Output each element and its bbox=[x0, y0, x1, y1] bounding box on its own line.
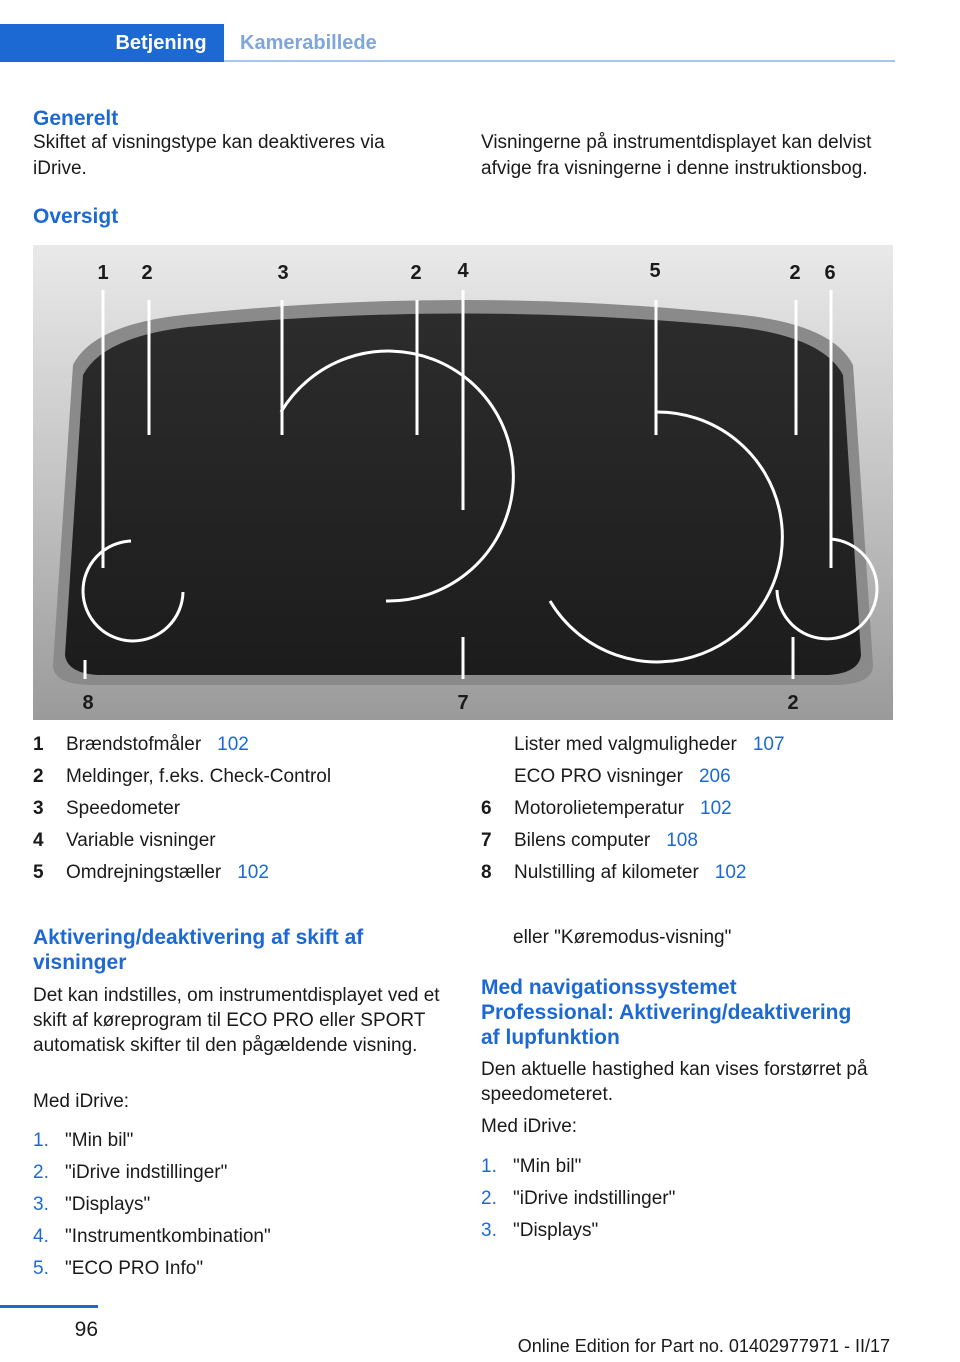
instrument-cluster-illustration bbox=[33, 245, 893, 720]
callout-label: 2 bbox=[787, 692, 799, 714]
legend-label: Variable visninger bbox=[66, 830, 216, 851]
step-number: 1. bbox=[33, 1130, 49, 1151]
page-reference-link[interactable]: 102 bbox=[700, 798, 732, 819]
page-reference-link[interactable]: 108 bbox=[666, 830, 698, 851]
page-reference-link[interactable]: 206 bbox=[698, 766, 731, 787]
general-left-text: Skiftet af visningstype kan deaktiveres via iDrive. bbox=[33, 132, 385, 179]
step-number: 2. bbox=[33, 1162, 49, 1183]
legend-number bbox=[481, 765, 514, 789]
page-reference-link[interactable]: 102 bbox=[217, 734, 249, 755]
legend-item bbox=[481, 829, 698, 853]
activation-continuation: eller "Køremodus-visning" bbox=[513, 927, 732, 948]
page-number: 96 bbox=[74, 1318, 98, 1341]
step-text: "Instrumentkombination" bbox=[65, 1226, 271, 1247]
legend-label: Omdrejningstæller bbox=[66, 862, 222, 883]
heading-oversigt: Oversigt bbox=[33, 205, 119, 228]
legend-number: 8 bbox=[481, 862, 492, 883]
heading-generelt: Generelt bbox=[33, 107, 119, 130]
legend-number: 6 bbox=[481, 798, 492, 819]
legend-label: Speedometer bbox=[66, 798, 181, 819]
heading-activation bbox=[33, 925, 443, 975]
legend-item bbox=[33, 797, 180, 821]
navigation-with-idrive: Med iDrive: bbox=[481, 1116, 578, 1137]
callout-label: 3 bbox=[277, 262, 289, 284]
legend-item bbox=[33, 829, 216, 853]
tab-strip-accent bbox=[0, 24, 98, 62]
step-number: 3. bbox=[481, 1220, 497, 1241]
activation-description: Det kan indstilles, om instrumentdisplayet ved et skift af køreprogram til ECO PRO eller SPORT automatisk skifter til den pågældende visning. bbox=[33, 985, 440, 1056]
legend-number: 5 bbox=[33, 862, 44, 883]
step-item bbox=[33, 1221, 271, 1253]
activation-with-idrive: Med iDrive: bbox=[33, 1091, 130, 1112]
tab-kamerabillede[interactable]: Kamerabillede bbox=[240, 31, 377, 54]
step-item bbox=[481, 1151, 675, 1183]
step-number: 2. bbox=[481, 1188, 497, 1209]
footer-accent-line bbox=[0, 1305, 98, 1308]
heading-line: Med navigationssystemet bbox=[481, 976, 737, 999]
instrument-cluster-figure bbox=[33, 245, 893, 720]
legend-number: 7 bbox=[481, 830, 492, 851]
legend-item bbox=[481, 861, 747, 885]
step-text: "ECO PRO Info" bbox=[65, 1258, 204, 1279]
legend-number: 4 bbox=[33, 830, 44, 851]
step-number: 4. bbox=[33, 1226, 49, 1247]
heading-line: visninger bbox=[33, 951, 127, 974]
step-text: "Min bil" bbox=[65, 1130, 134, 1151]
step-item bbox=[33, 1125, 271, 1157]
step-text: "Min bil" bbox=[513, 1156, 582, 1177]
callout-label: 2 bbox=[789, 262, 801, 284]
page-reference-link[interactable]: 102 bbox=[714, 862, 747, 883]
general-right-text: Visningerne på instrumentdisplayet kan delvist afvige fra visningerne i denne instruktionsbog. bbox=[481, 132, 872, 179]
step-text: "iDrive indstillinger" bbox=[65, 1162, 228, 1183]
tab-underline bbox=[224, 60, 895, 62]
legend-label: Nulstilling af kilometer bbox=[514, 862, 699, 883]
legend-label: Bilens computer bbox=[514, 830, 651, 851]
step-item bbox=[33, 1157, 271, 1189]
step-text: "iDrive indstillinger" bbox=[513, 1188, 676, 1209]
legend-item bbox=[33, 765, 331, 789]
step-text: "Displays" bbox=[65, 1194, 151, 1215]
legend-item bbox=[481, 797, 732, 821]
heading-line: Professional: Aktivering/deaktivering bbox=[481, 1001, 852, 1024]
legend-number: 2 bbox=[33, 766, 44, 787]
footer-edition-text: Online Edition for Part no. 01402977971 - II/17 bbox=[517, 1336, 890, 1356]
navigation-steps-list bbox=[481, 1151, 675, 1247]
step-item bbox=[33, 1253, 271, 1285]
legend-label: Meldinger, f.eks. Check-Control bbox=[66, 766, 332, 787]
legend-label: Brændstofmåler bbox=[66, 734, 202, 755]
callout-label: 4 bbox=[457, 260, 469, 282]
legend-label: ECO PRO visninger bbox=[514, 766, 683, 787]
callout-label: 1 bbox=[97, 262, 109, 284]
activation-steps-list bbox=[33, 1125, 271, 1285]
callout-label: 7 bbox=[457, 692, 469, 714]
page-reference-link[interactable]: 102 bbox=[237, 862, 269, 883]
heading-line: Aktivering/deaktivering af skift af bbox=[33, 926, 364, 949]
legend-label: Lister med valgmuligheder bbox=[514, 734, 737, 755]
step-number: 3. bbox=[33, 1194, 49, 1215]
legend-item bbox=[33, 861, 269, 885]
step-item bbox=[481, 1215, 675, 1247]
tab-betjening[interactable]: Betjening bbox=[98, 24, 224, 62]
callout-label: 2 bbox=[141, 262, 153, 284]
step-item bbox=[481, 1183, 675, 1215]
step-text: "Displays" bbox=[513, 1220, 599, 1241]
legend-number: 1 bbox=[33, 734, 44, 755]
legend-item bbox=[481, 765, 731, 789]
navigation-description: Den aktuelle hastighed kan vises forstørret på speedometeret. bbox=[481, 1059, 868, 1105]
step-number: 1. bbox=[481, 1156, 497, 1177]
page-reference-link[interactable]: 107 bbox=[752, 734, 785, 755]
heading-navigation bbox=[481, 975, 895, 1050]
header-tabbar bbox=[0, 24, 895, 62]
legend-number bbox=[481, 733, 514, 757]
step-number: 5. bbox=[33, 1258, 49, 1279]
callout-label: 2 bbox=[410, 262, 422, 284]
callout-label: 8 bbox=[82, 692, 94, 714]
legend-number: 3 bbox=[33, 798, 44, 819]
legend-item bbox=[481, 733, 785, 757]
step-item bbox=[33, 1189, 271, 1221]
legend-label: Motorolietemperatur bbox=[514, 798, 685, 819]
callout-label: 6 bbox=[824, 262, 836, 284]
heading-line: af lupfunktion bbox=[481, 1026, 620, 1049]
legend-item bbox=[33, 733, 249, 757]
callout-label: 5 bbox=[649, 260, 661, 282]
